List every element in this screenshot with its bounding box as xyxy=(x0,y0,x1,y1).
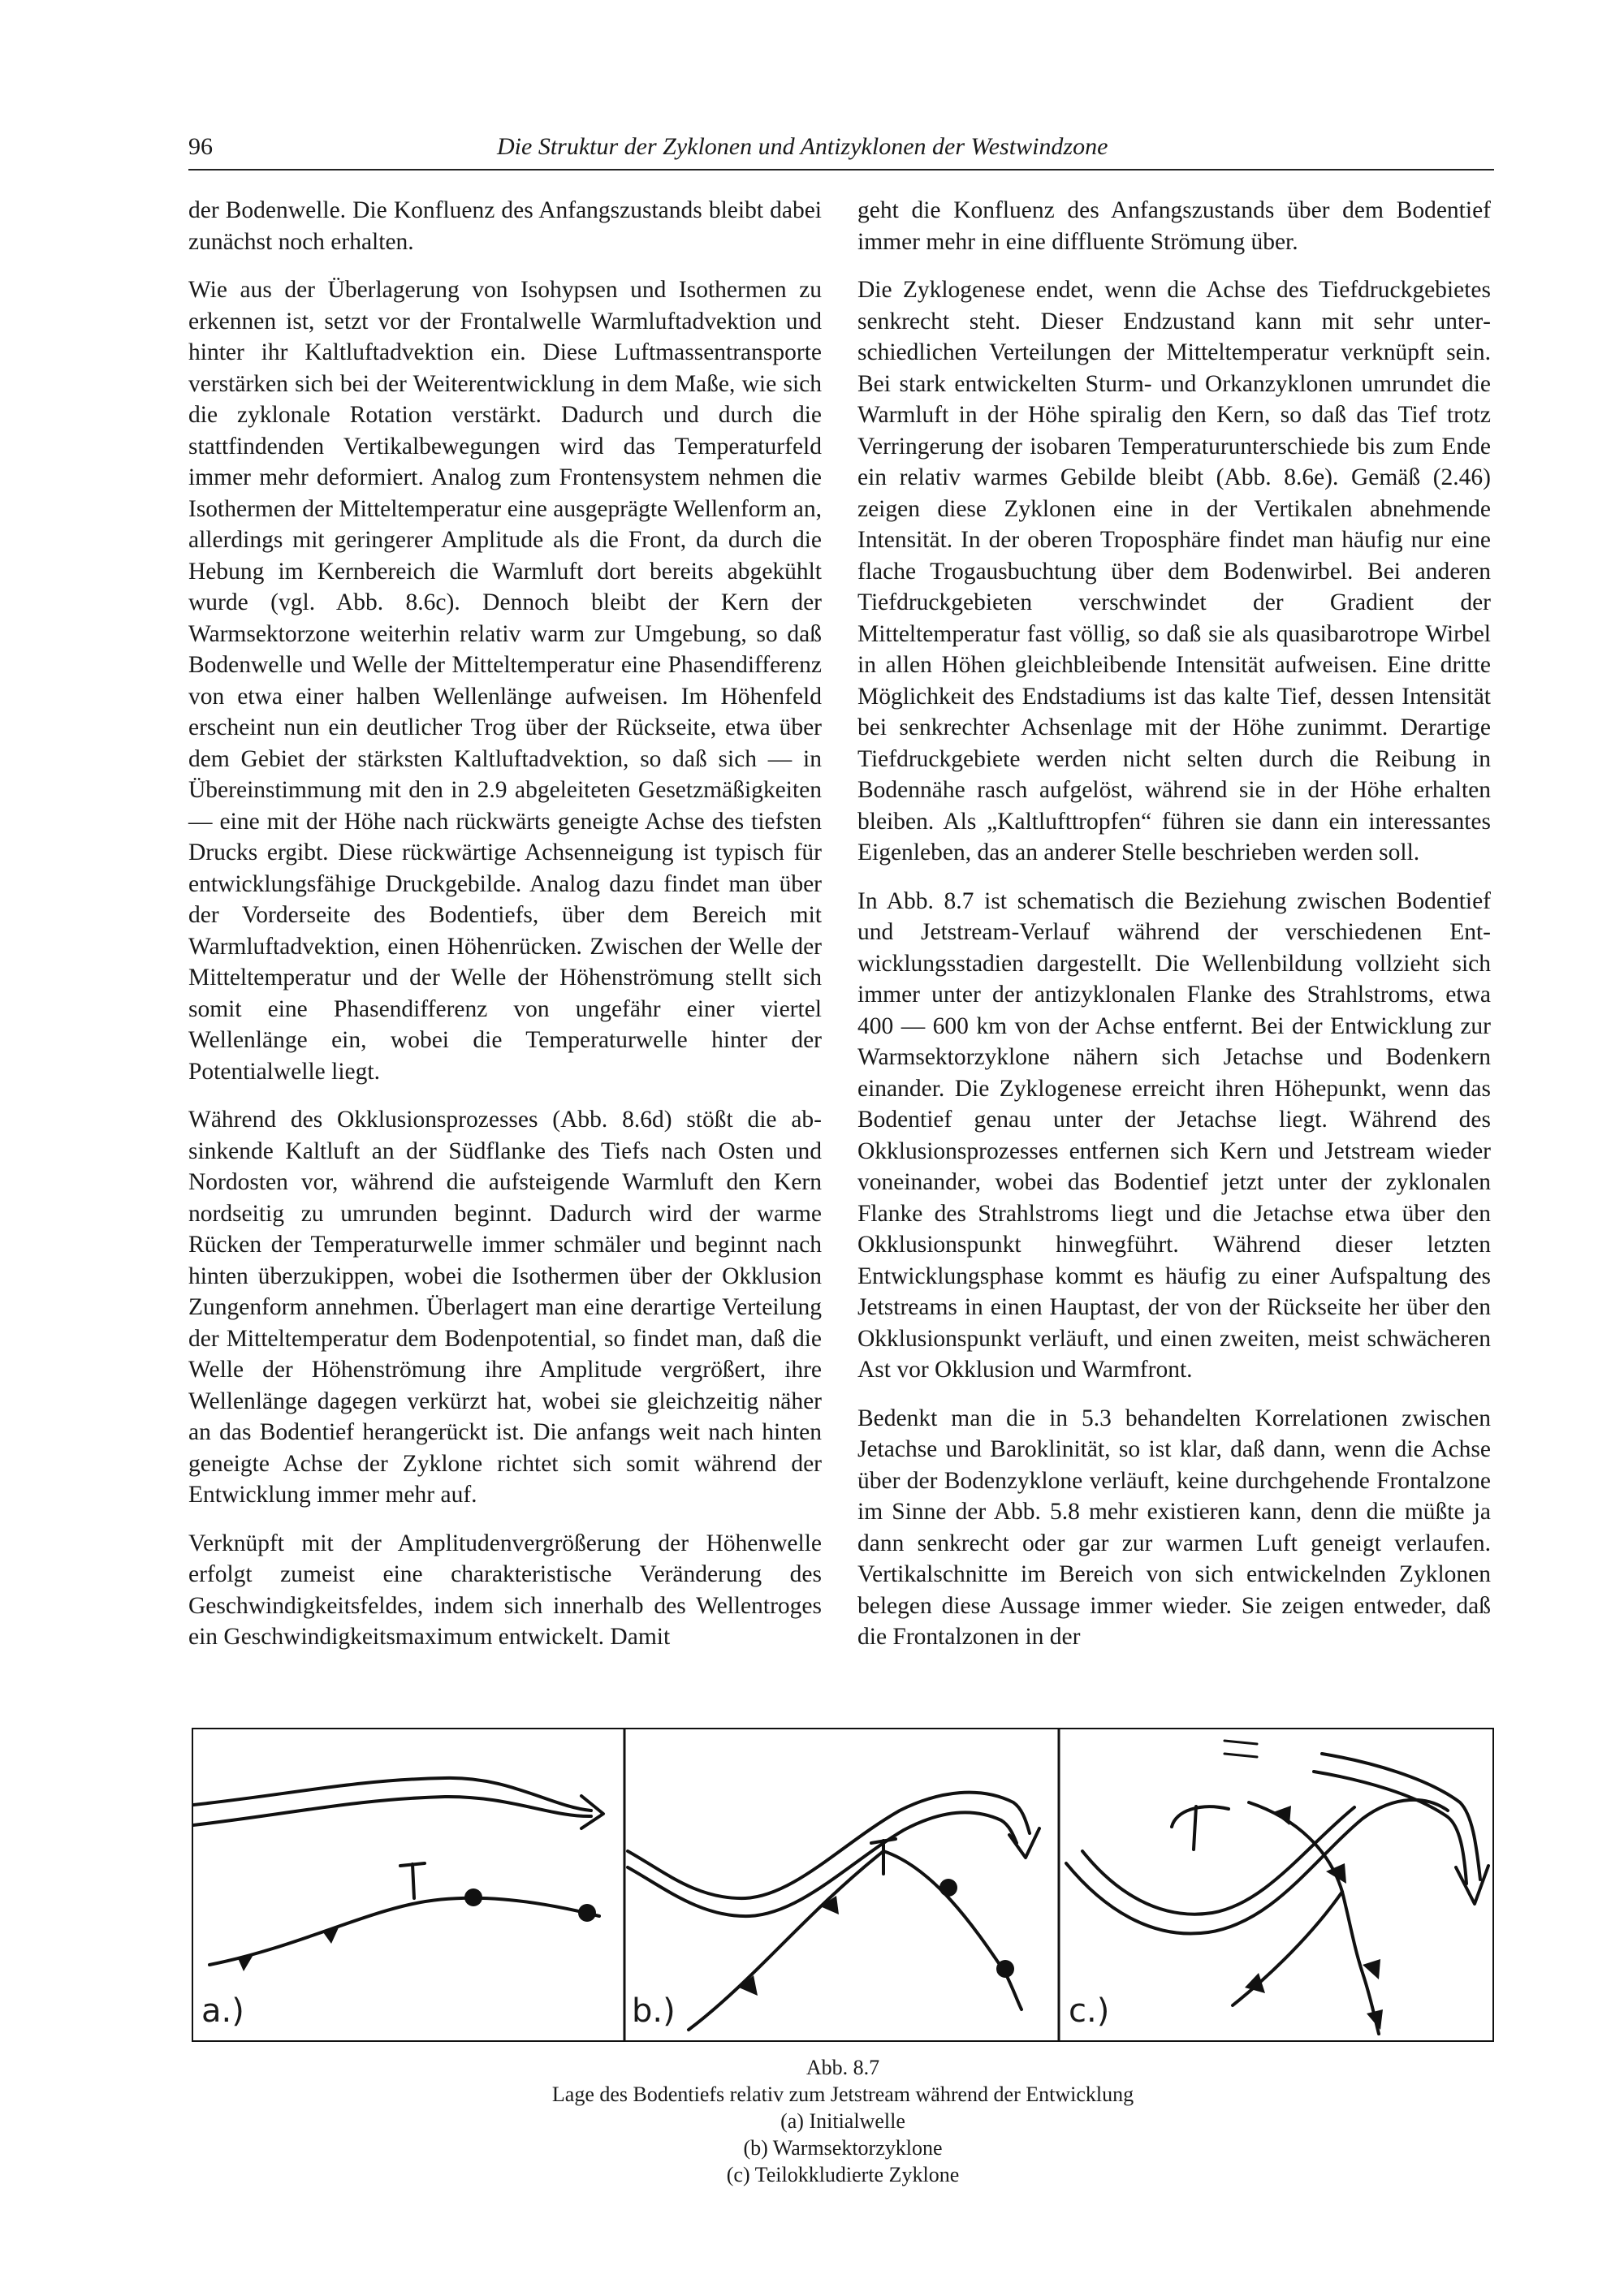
warm-front-b xyxy=(883,1851,1021,2009)
figure-drawing xyxy=(193,1729,1492,2040)
paragraph: Während des Okklusionsprozesses (Abb. 8.6d) stößt die absinkende Kaltluft an der Südflanke des Tiefs nach Osten und Nordosten vor, während die aufsteigende Warmluft den Kern nordseitig zu umrunden beginnt. Dadurch wird der warme Rücken der Temperaturwelle immer schmäler und beginnt nach hinten überzukippen, wobei die Isothermen über der Okklusion Zungenform annehmen. Überlagert man eine derartige Verteilung der Mitteltemperatur dem Bodenpotential, so findet man, daß die Welle der Höhenströmung ihre Amplitude vergrößert, ihre Wellenlänge dagegen verkürzt hat, wobei sie gleichzeitig näher an das Bodentief herangerückt ist. Die anfangs weit nach hinten geneigte Achse der Zyklone richtet sich somit während der Entwicklung immer mehr auf. xyxy=(188,1107,822,1508)
occlusion-front-c xyxy=(1249,1802,1379,2034)
paragraph: In Abb. 8.7 ist schematisch die Beziehung zwischen Bodentief und Jetstream-Verlauf während der verschiedenen Entwicklungsstadien dargestellt. Die Wellenbildung vollzieht sich immer unter der antizyklonalen Flanke des Strahlstroms, etwa 400 — 600 km von der Achse entfernt. Bei der Entwicklung zur Warmsektorzyklone nähern sich Jetachse und Bodenkern einander. Die Zyklogenese erreicht ihren Höhepunkt, wenn das Bodentief genau unter der Jetachse liegt. Während des Okklusionsprozesses entfernen sich Kern und Jetstream wieder voneinander, wobei das Bodentief jetzt unter der zyklonalen Flanke des Strahlstroms liegt und die Jetachse etwa über den Okklusionspunkt hinwegführt. Während dieser letzten Entwicklungsphase kommt es häufig zu einer Aufspaltung des Jetstreams in einen Hauptast, der von der Rückseite her über den Okklusionspunkt verläuft, und einen zweiten, meist schwächeren Ast vor Okklusion und Warmfront. xyxy=(857,887,1491,1383)
figure-jetstream-diagram xyxy=(192,1728,1494,2042)
page-header xyxy=(188,130,1494,170)
panel-label-b: b.) xyxy=(632,1992,676,2030)
cold-front-b xyxy=(689,1851,883,2030)
figure-caption xyxy=(192,2054,1494,2188)
right-column xyxy=(857,195,1491,1670)
running-title: Die Struktur der Zyklonen und Antizyklonen der Westwindzone xyxy=(497,133,1108,160)
panel-label-c: c.) xyxy=(1069,1992,1110,2030)
page-number: 96 xyxy=(188,133,213,160)
paragraph: Bedenkt man die in 5.3 behandelten Korrelationen zwischen Jetachse und Baroklinität, so ist klar, daß dann, wenn die Achse über der Bodenzyklone verläuft, keine durchgehende Frontalzone im Sinne der Abb. 5.8 mehr existieren kann, denn die müßte ja dann senkrecht oder gar zur warmen Luft geneigt verlaufen. Vertikalschnitte im Bereich von sich entwickelnden Zyklonen belegen diese Aussage immer wieder. Sie zeigen entweder, daß die Frontalzonen in der xyxy=(857,1405,1491,1650)
low-marker-a xyxy=(403,1862,417,1891)
paragraph: geht die Konfluenz des Anfangszustands über dem Bodentief immer mehr in eine diffluente Strömung über. xyxy=(857,197,1491,255)
front-symbols-b xyxy=(739,1879,1014,1996)
paragraph: Verknüpft mit der Amplitudenvergrößerung der Höhenwelle erfolgt zumeist eine charakteristische Veränderung des Geschwindigkeitsfeldes, indem sich innerhalb des Wellentroges ein Geschwindigkeitsmaximum entwickelt. Damit xyxy=(188,1530,822,1650)
paragraph: Die Zyklogenese endet, wenn die Achse des Tiefdruckgebietes senkrecht steht. Dieser Endzustand kann mit sehr unterschiedlichen Verteilungen der Mitteltemperatur verknüpft sein. Bei stark entwickelten Sturm- und Orkanzyklonen umrundet die Warmluft in der Höhe spiralig den Kern, so daß das Tief trotz Verringerung der isobaren Temperaturunterschiede bis zum Ende ein relativ warmes Gebilde bleibt (Abb. 8.6e). Gemäß (2.46) zeigen diese Zyklonen eine in der Vertikalen abnehmende Intensität. In der oberen Troposphäre findet man häufig nur eine flache Trogausbuchtung über dem Bodenwirbel. Bei anderen Tiefdruckgebieten verschwindet der Gradient der Mitteltemperatur fast völlig, so daß sie als quasibarotrope Wirbel in allen Höhen gleichbleibende Intensität aufweisen. Eine dritte Möglichkeit des Endstadiums ist das kalte Tief, dessen Intensität bei senkrechter Achsenlage mit der Höhe zunimmt. Derartige Tiefdruckgebiete werden nicht selten durch die Reibung in Bodennähe rasch aufgelöst, während sie in der Höhe erhalten bleiben. Als „Kaltlufttropfen“ führen sie dann ein interessantes Eigenleben, das an anderer Stelle beschrieben werden soll. xyxy=(857,277,1491,865)
caption-item: (c) Teilokkludierte Zyklone xyxy=(726,2163,960,2186)
jetstream-arrow-a xyxy=(193,1778,603,1828)
paragraph: der Bodenwelle. Die Konfluenz des Anfangszustands bleibt dabei zunächst noch erhalten. xyxy=(188,197,822,255)
low-marker-c xyxy=(1177,1809,1192,1837)
paragraph: Wie aus der Überlagerung von Isohypsen und Isothermen zu erkennen ist, setzt vor der Frontalwelle Warmluftadvektion und hinter ihr Kaltluftadvektion ein. Diese Luftmassentransporte verstärken sich bei der Weiterentwicklung in dem Maße, wie sich die zyklonale Rotation verstärkt. Dadurch und durch die stattfindenden Vertikalbewegungen wird das Temperaturfeld immer mehr deformiert. Analog zum Frontensystem nehmen die Isothermen der Mitteltemperatur eine ausgeprägte Wellenform an, allerdings mit geringerer Amplitude als die Front, da durch die Hebung im Kernbereich die Warmluft dort bereits abgekühlt wurde (vgl. Abb. 8.6c). Dennoch bleibt der Kern der Warmsektorzone weiterhin relativ warm zur Umgebung, so daß Bodenwelle und Welle der Mitteltemperatur eine Phasendifferenz von etwa einer halben Wellenlänge aufweisen. Im Höhenfeld erscheint nun ein deutlicher Trog über der Rückseite, etwa über dem Gebiet der stärksten Kaltluftadvektion, so daß sich — in Übereinstimmung mit den in 2.9 abgeleiteten Gesetzmäßigkeiten — eine mit der Höhe nach rückwärts geneigte Achse des tiefsten Drucks ergibt. Diese rückwärtige Achsenneigung ist typisch für entwicklungsfähige Druckgebilde. Analog dazu findet man über der Vorderseite des Bodentiefs, über dem Bereich mit Warmluftadvektion, einen Höhenrücken. Zwischen der Welle der Mitteltemperatur und der Welle der Höhenströmung stellt sich somit eine Phasendifferenz von ungefähr einer viertel Wellenlänge ein, wobei die Temperaturwelle hinter der Potentialwelle liegt. xyxy=(188,277,822,1085)
low-marker-b xyxy=(872,1839,887,1867)
panel-label-a: a.) xyxy=(201,1992,244,2030)
caption-title: Lage des Bodentiefs relativ zum Jetstream während der Entwicklung xyxy=(551,2083,1134,2106)
front-symbols-c xyxy=(1245,1806,1383,2030)
caption-item: (b) Warmsektorzyklone xyxy=(743,2136,943,2160)
caption-number: Abb. 8.7 xyxy=(806,2056,880,2079)
front-symbols-a xyxy=(238,1888,596,1971)
left-column xyxy=(188,195,822,1670)
jetstream-arrow-c xyxy=(1066,1741,1488,1934)
jetstream-arrow-b xyxy=(628,1793,1039,1916)
caption-item: (a) Initialwelle xyxy=(780,2109,905,2133)
front-line-a xyxy=(209,1898,599,1965)
